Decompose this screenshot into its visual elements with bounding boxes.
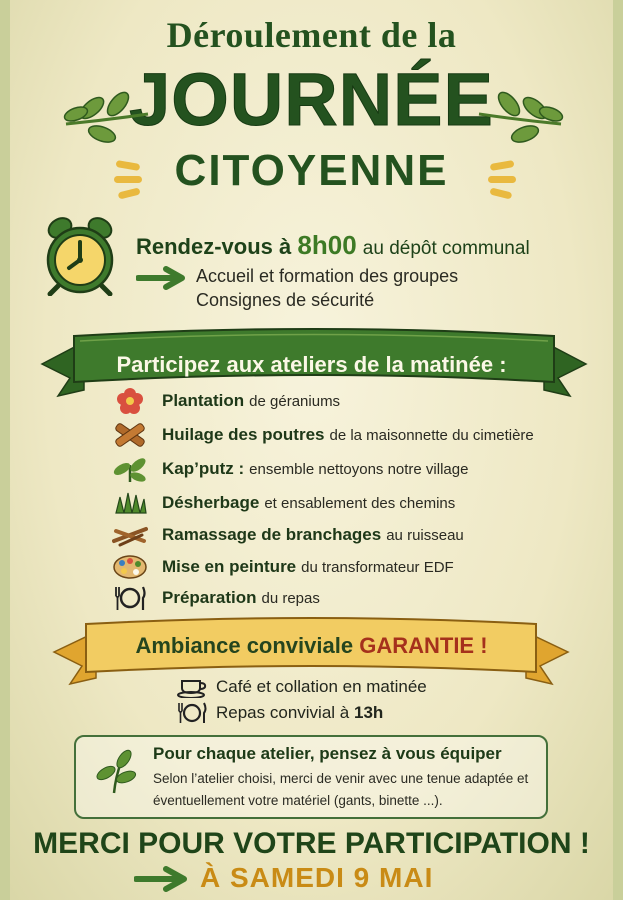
meeting-place: au dépôt communal (362, 238, 530, 259)
workshop-detail: de géraniums (249, 392, 341, 410)
cutlery-icon (176, 701, 208, 725)
workshop-detail: de la maisonnette du cimetière (329, 426, 534, 444)
workshop-name: Kap’putz : (162, 459, 245, 478)
workshop-item (110, 521, 464, 549)
leaf-icon (94, 745, 138, 795)
thanks-heading: MERCI POUR VOTRE PARTICIPATION ! (33, 827, 590, 860)
workshop-item (110, 387, 340, 415)
arrow-right-icon (134, 866, 190, 892)
ambiance-text: Ambiance conviviale (135, 633, 354, 658)
sparkle-left-icon (112, 160, 162, 200)
equipment-body: Selon l’atelier choisi, merci de venir avec une tenue adaptée et éventuellement votre matériel (gants, binette ...). (153, 771, 529, 808)
leaf-sprig-left-icon (62, 84, 152, 144)
convivial-text: Café et collation en matinée (216, 677, 427, 696)
weeds-icon (112, 489, 148, 517)
workshop-detail: au ruisseau (386, 526, 464, 544)
workshop-detail: et ensablement des chemins (264, 494, 456, 512)
meeting-time: 8h00 (297, 230, 357, 260)
ambiance-banner-text (0, 633, 623, 659)
arrow-right-icon (136, 266, 188, 290)
convivial-item (176, 675, 427, 699)
convivial-item (176, 701, 383, 725)
cutlery-icon (112, 584, 148, 612)
workshop-detail: du repas (261, 589, 320, 607)
convivial-text: Repas convivial à (216, 703, 350, 722)
flower-icon (116, 387, 144, 415)
convivial-time: 13h (353, 703, 384, 722)
meeting-item-safety: Consignes de sécurité (196, 290, 375, 310)
coffee-cup-icon (177, 676, 207, 698)
title-line-3: CITOYENNE (174, 146, 449, 195)
meeting-line (136, 230, 530, 261)
workshop-detail: du transformateur EDF (301, 558, 454, 576)
ambiance-highlight: GARANTIE ! (359, 633, 488, 658)
ateliers-banner-text: Participez aux ateliers de la matinée : (116, 352, 507, 377)
workshop-item (110, 584, 320, 612)
plant-sprout-icon (113, 455, 147, 483)
title-line-2: JOURNÉE (129, 58, 494, 141)
alarm-clock-icon (42, 216, 118, 296)
workshop-name: Préparation (162, 588, 257, 607)
sparkle-right-icon (470, 160, 520, 200)
title-line-1: Déroulement de la (166, 15, 457, 55)
workshop-name: Huilage des poutres (162, 425, 325, 444)
leaf-sprig-right-icon (475, 84, 565, 144)
workshop-item (110, 553, 454, 581)
equipment-title: Pour chaque atelier, pensez à vous équiper (153, 744, 502, 763)
workshop-item (110, 489, 455, 517)
branches-icon (112, 521, 148, 549)
workshop-name: Ramassage de branchages (162, 525, 382, 544)
workshop-name: Mise en peinture (162, 557, 297, 576)
wood-beams-icon (112, 421, 148, 449)
workshop-detail: ensemble nettoyons notre village (249, 460, 469, 478)
workshop-name: Plantation (162, 391, 245, 410)
paint-palette-icon (112, 553, 148, 581)
meeting-prefix: Rendez-vous à (136, 234, 292, 259)
workshop-item (110, 421, 534, 449)
event-date: À SAMEDI 9 MAI (200, 862, 434, 893)
workshop-name: Désherbage (162, 493, 260, 512)
workshop-item (110, 455, 468, 483)
meeting-item-welcome: Accueil et formation des groupes (196, 266, 459, 286)
